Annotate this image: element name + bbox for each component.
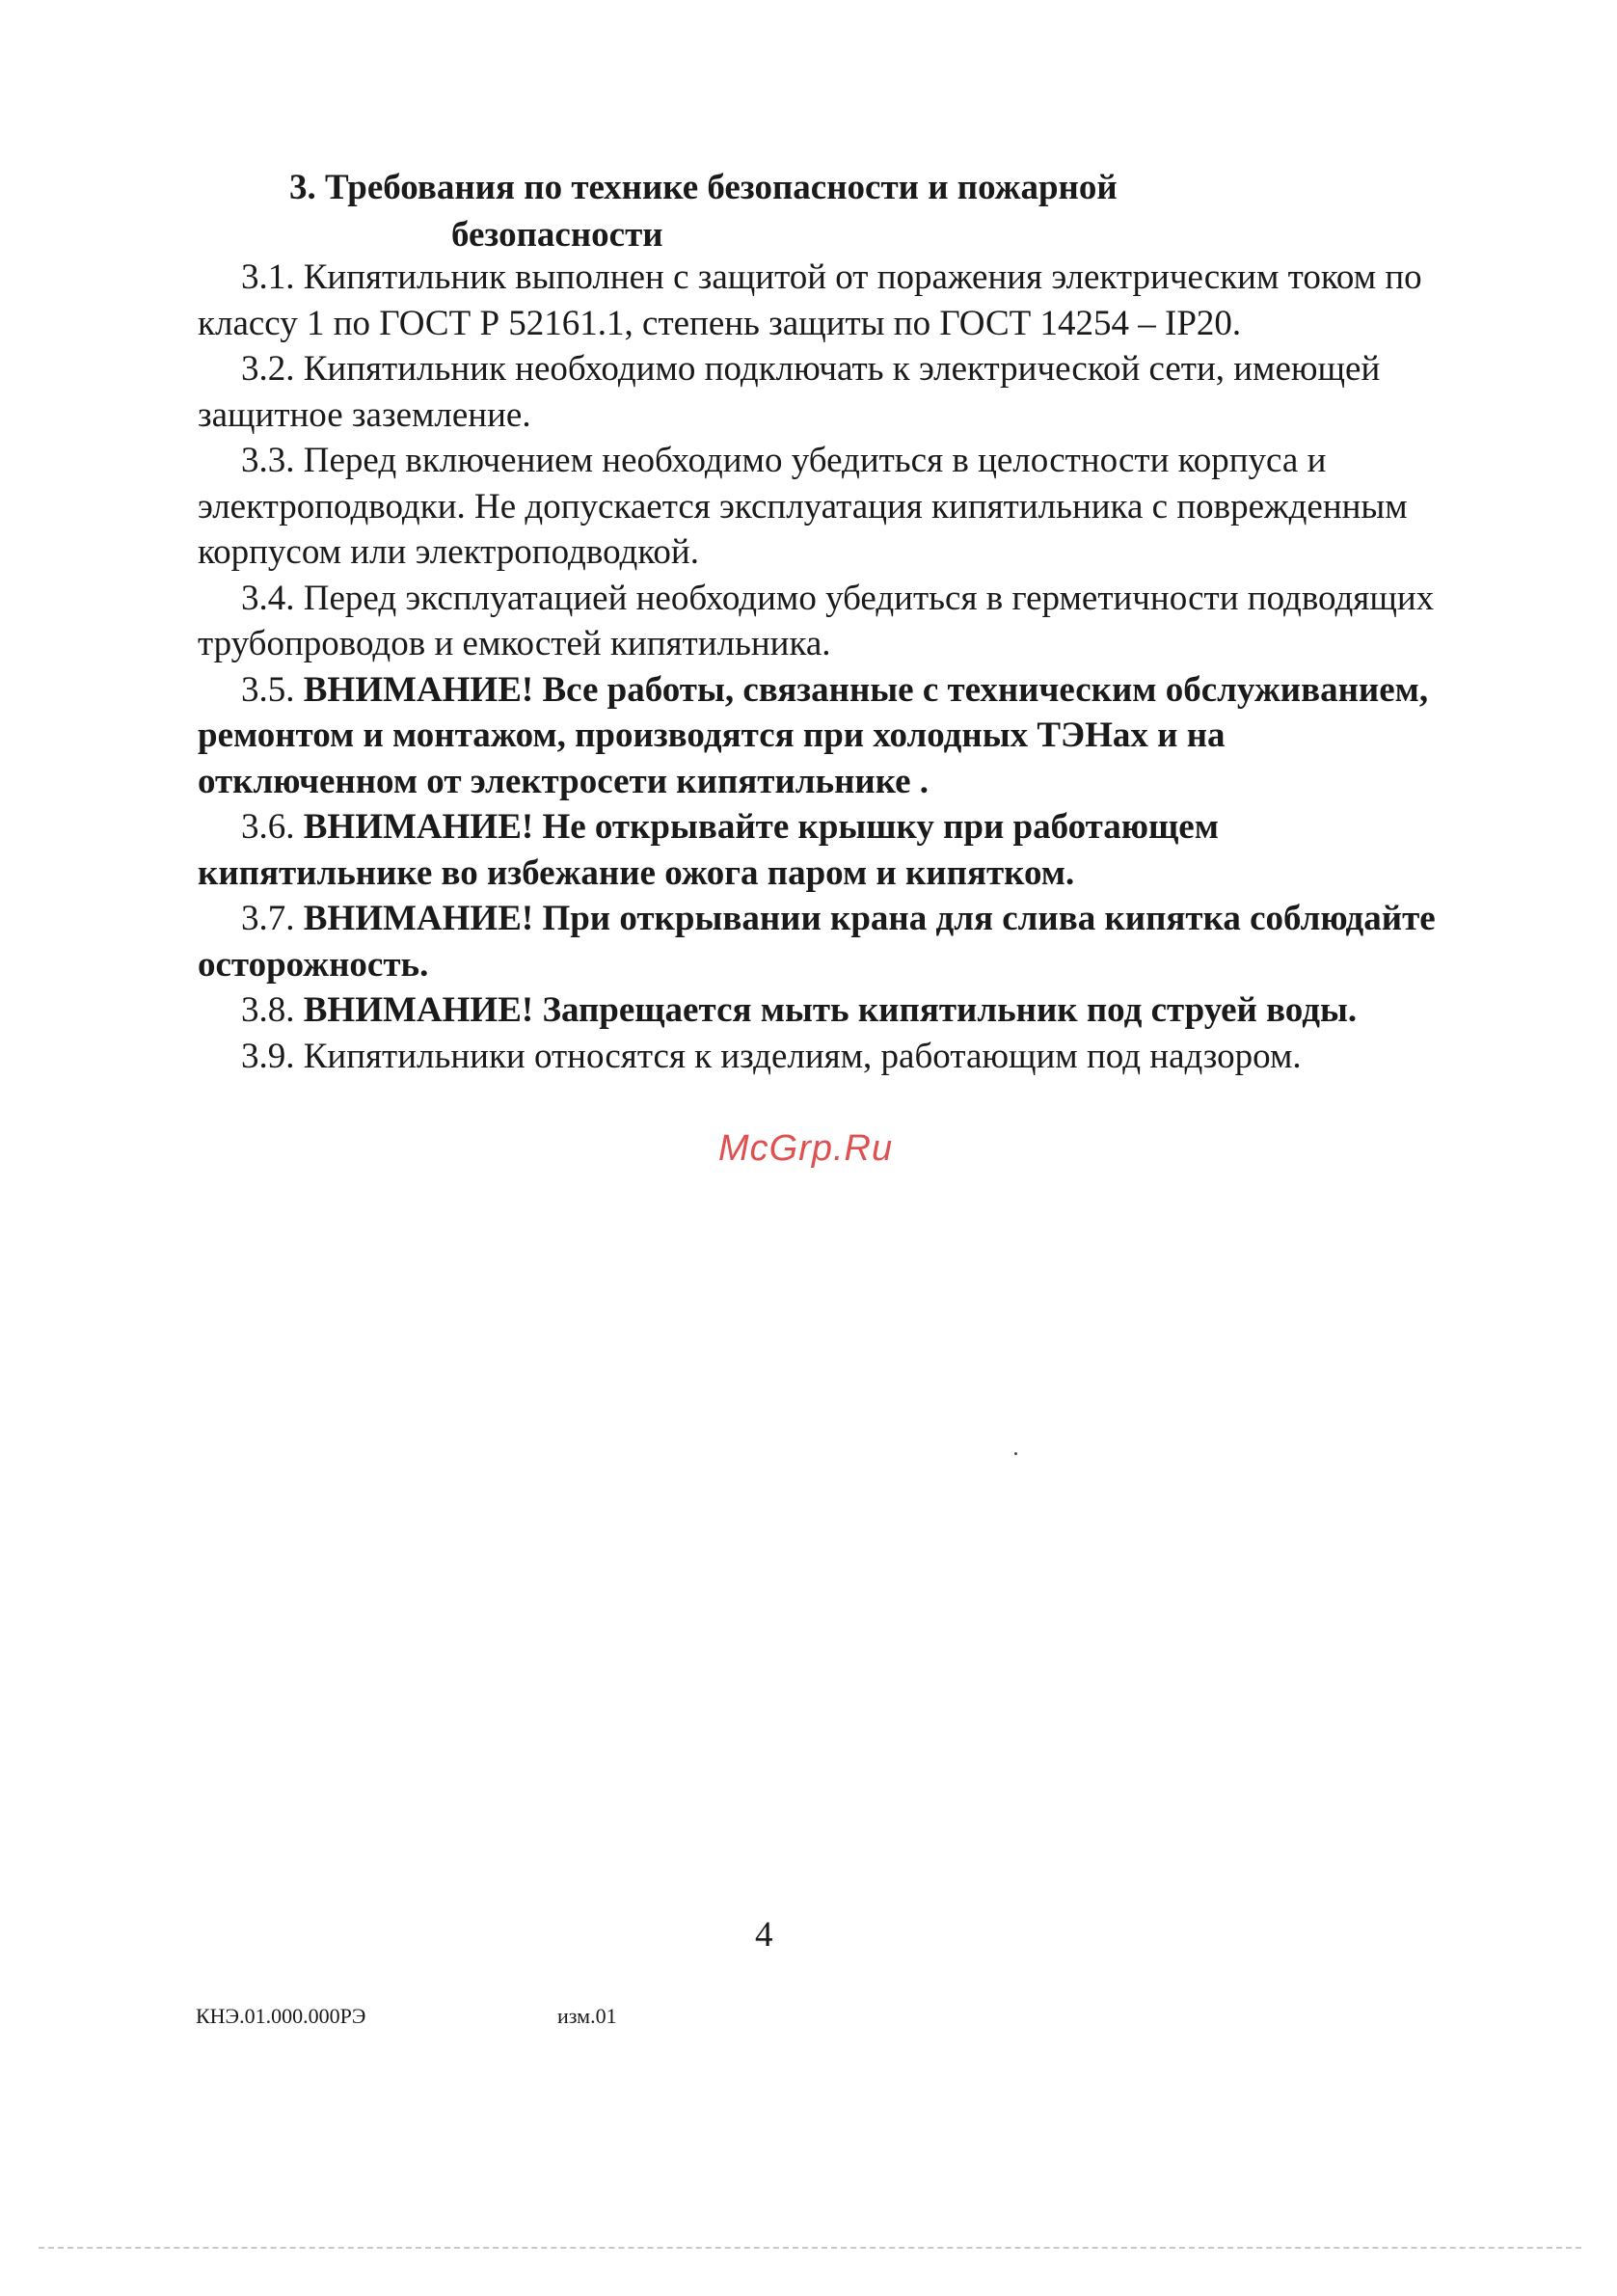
paragraph-number: 3.9. bbox=[241, 1036, 295, 1076]
paragraph-3-1 bbox=[198, 255, 1451, 346]
paragraph-number: 3.6. bbox=[241, 807, 295, 847]
paragraph-3-7 bbox=[198, 896, 1451, 987]
paragraph-3-8 bbox=[198, 987, 1451, 1034]
section-heading bbox=[289, 164, 1350, 258]
safety-requirements-body bbox=[198, 255, 1451, 1079]
revision-label: изм.01 bbox=[557, 2004, 617, 2028]
document-code: КНЭ.01.000.000РЭ bbox=[196, 2004, 366, 2028]
paragraph-text: ВНИМАНИЕ! Запрещается мыть кипятильник под струей воды. bbox=[294, 990, 1358, 1030]
paragraph-text: Перед включением необходимо убедиться в целостности корпуса и электроподводки. Не допускается эксплуатация кипятильника с поврежденным корпусом или электроподводкой. bbox=[198, 441, 1408, 572]
paragraph-text: ВНИМАНИЕ! Не открывайте крышку при работающем кипятильнике во избежание ожога паром и кипятком. bbox=[198, 807, 1219, 893]
paragraph-text: Кипятильники относятся к изделиям, работающим под надзором. bbox=[294, 1036, 1302, 1076]
paragraph-number: 3.3. bbox=[241, 441, 295, 480]
paragraph-3-6 bbox=[198, 804, 1451, 896]
paragraph-number: 3.7. bbox=[241, 899, 295, 938]
paragraph-text: Перед эксплуатацией необходимо убедиться в герметичности подводящих трубопроводов и емкостей кипятильника. bbox=[198, 578, 1435, 663]
paragraph-number: 3.1. bbox=[241, 257, 295, 297]
paragraph-number: 3.8. bbox=[241, 990, 295, 1030]
paragraph-number: 3.5. bbox=[241, 669, 295, 710]
scan-speck bbox=[1014, 1452, 1017, 1455]
heading-line-1: 3. Требования по технике безопасности и пожарной bbox=[289, 168, 1118, 207]
scan-edge-artifact bbox=[39, 2247, 1581, 2249]
paragraph-3-3 bbox=[198, 438, 1451, 576]
paragraph-3-2 bbox=[198, 346, 1451, 438]
paragraph-3-9 bbox=[198, 1034, 1451, 1080]
paragraph-text: Кипятильник выполнен с защитой от поражения электрическим током по классу 1 по ГОСТ Р 52161.1, степень защиты по ГОСТ 14254 – IP20. bbox=[198, 257, 1422, 343]
paragraph-text: Кипятильник необходимо подключать к электрической сети, имеющей защитное заземление. bbox=[198, 349, 1381, 435]
paragraph-number: 3.4. bbox=[241, 578, 295, 618]
heading-line-2: безопасности bbox=[451, 215, 663, 255]
watermark: McGrp.Ru bbox=[718, 1128, 894, 1169]
paragraph-3-5 bbox=[198, 667, 1451, 805]
paragraph-text: ВНИМАНИЕ! При открывании крана для слива кипятка соблюдайте осторожность. bbox=[198, 899, 1436, 985]
paragraph-text: ВНИМАНИЕ! Все работы, связанные с техническим обслуживанием, ремонтом и монтажом, производятся при холодных ТЭНах и на отключенном от электросети кипятильнике . bbox=[198, 669, 1429, 801]
page-number: 4 bbox=[755, 1915, 773, 1955]
paragraph-3-4 bbox=[198, 576, 1451, 667]
paragraph-number: 3.2. bbox=[241, 349, 295, 389]
